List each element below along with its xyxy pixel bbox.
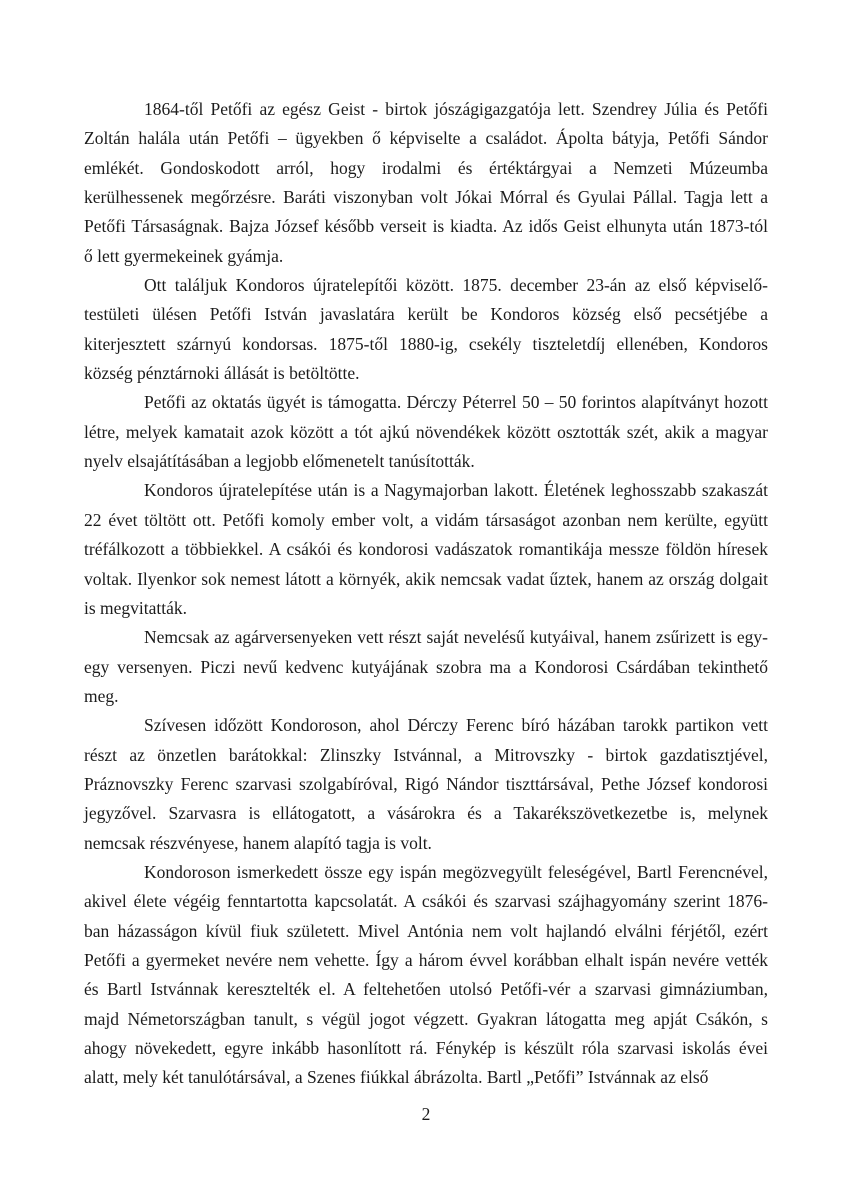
paragraph bbox=[84, 858, 768, 1093]
paragraph bbox=[84, 388, 768, 476]
text-line: testületi ülésen Petőfi István javaslatára került be Kondoros község első pecsétjébe a bbox=[84, 304, 768, 325]
text-line: ahogy növekedett, egyre inkább hasonlított rá. Fénykép is készült róla szarvasi iskolás évei bbox=[84, 1038, 768, 1058]
text-line: is megvitatták. bbox=[84, 597, 188, 618]
text-line: Petőfi Társaságnak. Bajza József később verseit is kiadta. Az idős Geist elhunyta után 1873-tól bbox=[84, 216, 768, 237]
text-line: nyelv elsajátításában a legjobb előmenetelt tanúsították. bbox=[84, 451, 475, 472]
text-line: Zoltán halála után Petőfi – ügyekben ő képviselte a családot. Ápolta bátyja, Petőfi Sándor bbox=[84, 128, 768, 149]
paragraph bbox=[84, 271, 768, 388]
paragraph bbox=[84, 711, 768, 858]
text-line: Práznovszky Ferenc szarvasi szolgabíróval, Rigó Nándor tiszttársával, Pethe József kondorosi bbox=[84, 773, 768, 794]
text-line: kiterjesztett szárnyú kondorsas. 1875-től 1880-ig, csekély tiszteletdíj ellenében, Kondoros bbox=[84, 333, 768, 354]
text-line: jegyzővel. Szarvasra is ellátogatott, a vásárokra és a Takarékszövetkezetbe is, melynek bbox=[84, 803, 768, 824]
text-line: Nemcsak az agárversenyeken vett részt saját nevelésű kutyáival, hanem zsűrizett is egy- bbox=[144, 627, 768, 648]
text-line: 22 évet töltött ott. Petőfi komoly ember volt, a vidám társaságot azonban nem kerülte, együtt bbox=[84, 509, 768, 530]
page-number: 2 bbox=[421, 1104, 431, 1124]
text-line: alatt, mely két tanulótársával, a Szenes fiúkkal ábrázolta. Bartl „Petőfi” Istvánnak az első bbox=[84, 1067, 709, 1088]
text-line: ban házasságon kívül fiuk született. Mivel Antónia nem volt hajlandó elválni férjétől, ezért bbox=[84, 920, 768, 941]
text-line: Petőfi az oktatás ügyét is támogatta. Dérczy Péterrel 50 – 50 forintos alapítványt hozott bbox=[144, 392, 768, 413]
text-line: Kondoroson ismerkedett össze egy ispán megözvegyült feleségével, Bartl Ferencnével, bbox=[144, 861, 768, 882]
text-line: Kondoros újratelepítése után is a Nagymajorban lakott. Életének leghosszabb szakaszát bbox=[144, 480, 768, 501]
text-line: Ott találjuk Kondoros újratelepítői között. 1875. december 23-án az első képviselő- bbox=[144, 275, 768, 296]
paragraph bbox=[84, 95, 768, 271]
text-line: tréfálkozott a többiekkel. A csákói és kondorosi vadászatok romantikája messze földön híresek bbox=[84, 539, 768, 560]
document-body bbox=[84, 95, 768, 1093]
text-line: ő lett gyermekeinek gyámja. bbox=[84, 245, 284, 266]
text-line: nemcsak részvényese, hanem alapító tagja is volt. bbox=[84, 832, 432, 853]
text-line: kerülhessenek megőrzésre. Baráti viszonyban volt Jókai Mórral és Gyulai Pállal. Tagja lett a bbox=[84, 187, 768, 208]
text-line: egy versenyen. Piczi nevű kedvenc kutyájának szobra ma a Kondorosi Csárdában tekinthető bbox=[84, 656, 768, 677]
text-line: és Bartl Istvánnak keresztelték el. A feltehetően utolsó Petőfi-vér a szarvasi gimnáziumban, bbox=[84, 979, 768, 1000]
text-line: akivel élete végéig fenntartotta kapcsolatát. A csákói és szarvasi szájhagyomány szerint 1876- bbox=[84, 891, 768, 912]
text-line: Petőfi a gyermeket nevére nem vehette. Így a három évvel korábban elhalt ispán nevére vették bbox=[84, 949, 768, 970]
text-line: Szívesen időzött Kondoroson, ahol Dérczy Ferenc bíró házában tarokk partikon vett bbox=[144, 715, 768, 736]
text-line: 1864-től Petőfi az egész Geist - birtok jószágigazgatója lett. Szendrey Júlia és Petőfi bbox=[144, 99, 768, 119]
text-line: majd Németországban tanult, s végül jogot végzett. Gyakran látogatta meg apját Csákón, s bbox=[84, 1008, 768, 1029]
paragraph bbox=[84, 623, 768, 711]
paragraph bbox=[84, 476, 768, 623]
text-line: község pénztárnoki állását is betöltötte. bbox=[84, 363, 360, 384]
text-line: voltak. Ilyenkor sok nemest látott a környék, akik nemcsak vadat űztek, hanem az ország dolgait bbox=[84, 568, 768, 589]
text-line: meg. bbox=[84, 685, 119, 706]
text-line: létre, melyek kamatait azok között a tót ajkú növendékek között osztották szét, akik a magyar bbox=[84, 421, 768, 442]
text-line: részt az önzetlen barátokkal: Zlinszky Istvánnal, a Mitrovszky - birtok gazdatisztjével, bbox=[84, 744, 768, 765]
text-line: emlékét. Gondoskodott arról, hogy irodalmi és értéktárgyai a Nemzeti Múzeumba bbox=[84, 157, 768, 178]
